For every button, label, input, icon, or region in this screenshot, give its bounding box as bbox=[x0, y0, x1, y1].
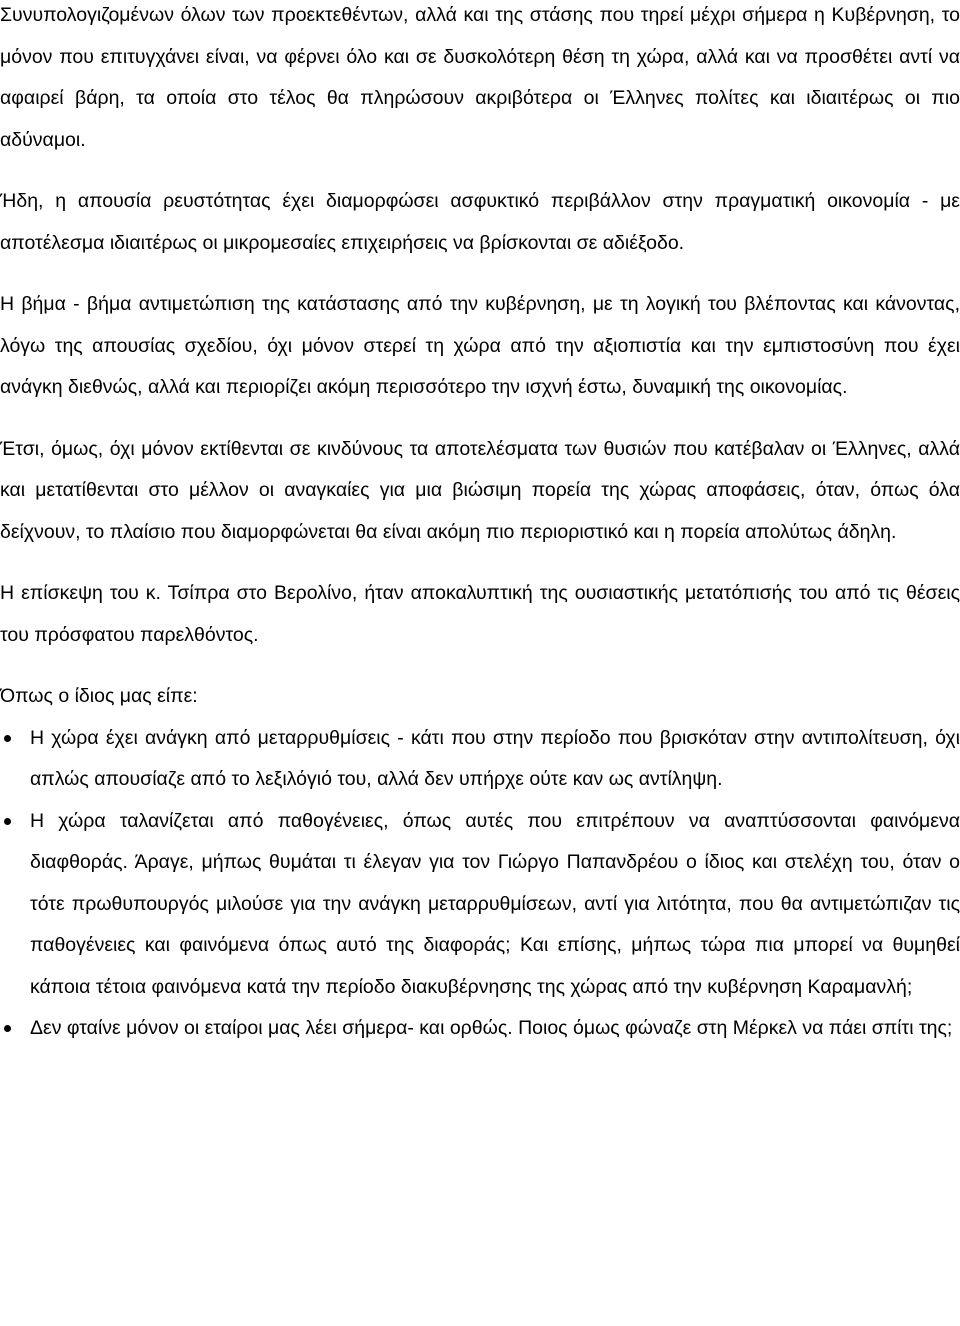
paragraph-liquidity: Ήδη, η απουσία ρευστότητας έχει διαμορφώσει ασφυκτικό περιβάλλον στην πραγματική οικονομία - με αποτέλεσμα ιδιαιτέρως οι μικρομεσαίες επιχειρήσεις να βρίσκονται σε αδιέξοδο. bbox=[0, 190, 960, 254]
list-item-text: Η χώρα έχει ανάγκη από μεταρρυθμίσεις - κάτι που στην περίοδο που βρισκόταν στην αντιπολίτευση, όχι απλώς απουσίαζε από το λεξιλόγιό του, αλλά δεν υπήρχε ούτε καν ως αντίληψη. bbox=[30, 726, 960, 790]
paragraph-gap bbox=[0, 161, 960, 181]
paragraph-gap bbox=[0, 409, 960, 429]
paragraph-berlin-visit: Η επίσκεψη του κ. Τσίπρα στο Βερολίνο, ήταν αποκαλυπτική της ουσιαστικής μετατόπισής του από τις θέσεις του πρόσφατου παρελθόντος. bbox=[0, 582, 960, 646]
bullet-icon bbox=[2, 718, 12, 760]
paragraph-gap bbox=[0, 656, 960, 676]
bullet-list bbox=[0, 718, 960, 1050]
bullet-icon bbox=[2, 801, 12, 843]
list-item bbox=[0, 718, 960, 801]
list-item bbox=[0, 801, 960, 1009]
list-item-text: Δεν φταίνε μόνον οι εταίροι μας λέει σήμερα- και ορθώς. Ποιος όμως φώναζε στη Μέρκελ να πάει σπίτι της; bbox=[30, 1017, 953, 1039]
bullet-icon bbox=[2, 1008, 12, 1050]
paragraph-gap bbox=[0, 553, 960, 573]
paragraph-sacrifices: Έτσι, όμως, όχι μόνον εκτίθενται σε κινδύνους τα αποτελέσματα των θυσιών που κατέβαλαν οι Έλληνες, αλλά και μετατίθενται στο μέλλον οι αναγκαίες για μια βιώσιμη πορεία της χώρας αποφάσεις, όταν, όπως όλα δείχνουν, το πλαίσιο που διαμορφώνεται θα είναι ακόμη πιο περιοριστικό και η πορεία απολύτως άδηλη. bbox=[0, 437, 960, 543]
list-item bbox=[0, 1008, 960, 1050]
paragraph-quote-intro: Όπως ο ίδιος μας είπε: bbox=[0, 685, 198, 707]
list-item-text: Η χώρα ταλανίζεται από παθογένειες, όπως αυτές που επιτρέπουν να αναπτύσσονται φαινόμενα διαφθοράς. Άραγε, μήπως θυμάται τι έλεγαν για τον Γιώργο Παπανδρέου ο ίδιος και στελέχη του, όταν ο τότε πρωθυπουργός μιλούσε για την ανάγκη μεταρρυθμίσεων, αντί για λιτότητα, που θα αντιμετώπιζαν τις παθογένειες και φαινόμενα όπως αυτό της διαφοράς; Και επίσης, μήπως τώρα πια μπορεί να θυμηθεί κάποια τέτοια φαινόμενα κατά την περίοδο διακυβέρνησης της χώρας από την κυβέρνηση Καραμανλή; bbox=[30, 809, 960, 998]
paragraph-step-by-step: Η βήμα - βήμα αντιμετώπιση της κατάστασης από την κυβέρνηση, με τη λογική του βλέποντας και κάνοντας, λόγω της απουσίας σχεδίου, όχι μόνον στερεί τη χώρα από την αξιοπιστία και την εμπιστοσύνη που έχει ανάγκη διεθνώς, αλλά και περιορίζει ακόμη περισσότερο την ισχνή έστω, δυναμική της οικονομίας. bbox=[0, 293, 960, 398]
paragraph-assessment: Συνυπολογιζομένων όλων των προεκτεθέντων, αλλά και της στάσης που τηρεί μέχρι σήμερα η Κυβέρνηση, το μόνον που επιτυγχάνει είναι, να φέρνει όλο και σε δυσκολότερη θέση τη χώρα, αλλά και να προσθέτει αντί να αφαιρεί βάρη, τα οποία στο τέλος θα πληρώσουν ακριβότερα οι Έλληνες πολίτες και ιδιαιτέρως οι πιο αδύναμοι. bbox=[0, 4, 960, 151]
paragraph-gap bbox=[0, 264, 960, 284]
